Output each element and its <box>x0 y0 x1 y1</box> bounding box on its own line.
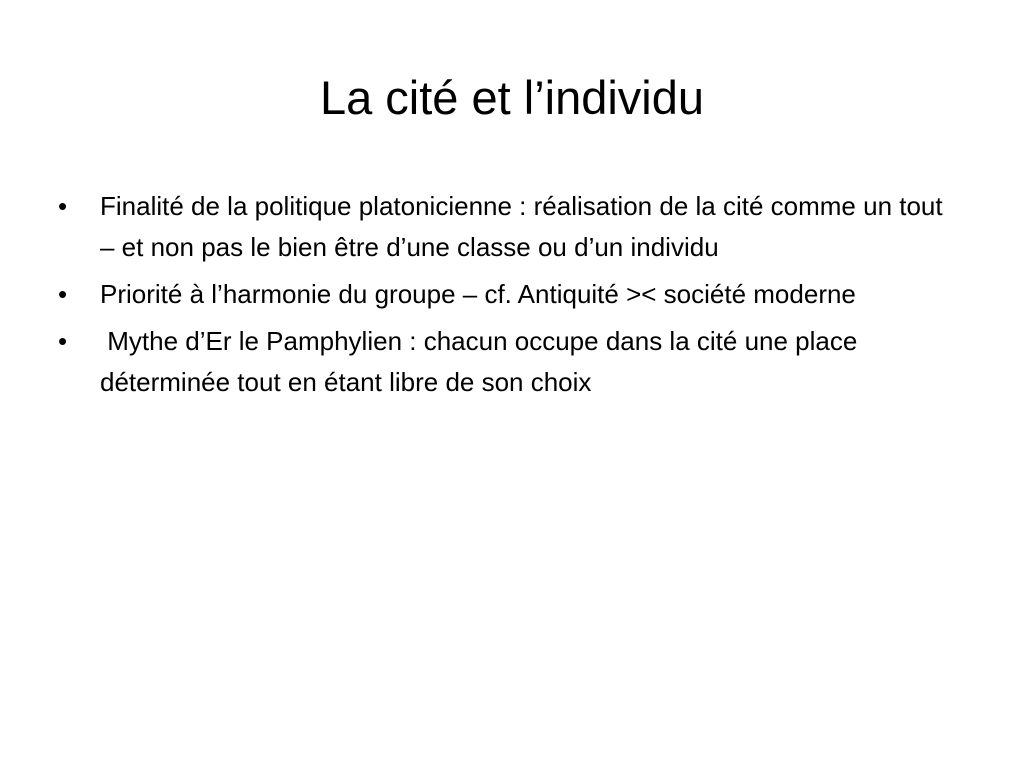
bullet-text: Finalité de la politique platonicienne : réalisation de la cité comme un tout – et non pas le bien être d’une classe ou d’un individu <box>100 191 950 262</box>
bullet-item <box>58 274 958 315</box>
bullet-dot-icon: • <box>58 326 68 356</box>
bullet-item <box>58 186 958 268</box>
bullet-list <box>58 186 958 409</box>
slide-title: La cité et l’individu <box>319 71 705 124</box>
bullet-dot-icon: • <box>58 191 68 221</box>
bullet-item <box>58 321 958 403</box>
bullet-text: Mythe d’Er le Pamphylien : chacun occupe dans la cité une place déterminée tout en étant libre de son choix <box>100 326 865 397</box>
bullet-dot-icon: • <box>58 279 68 309</box>
bullet-text: Priorité à l’harmonie du groupe – cf. Antiquité >< société moderne <box>100 279 856 309</box>
